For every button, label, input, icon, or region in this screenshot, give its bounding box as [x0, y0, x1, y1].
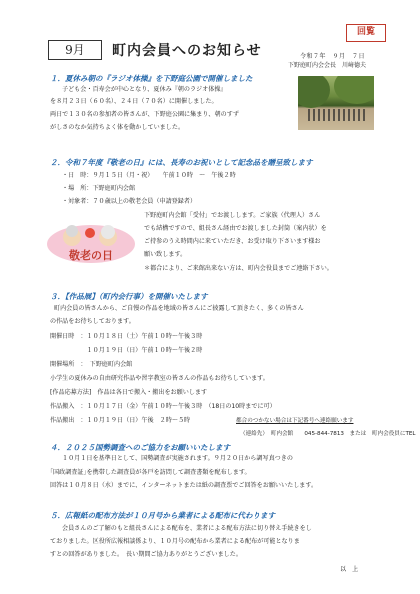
section-5-line: ておりました。区役所広報相談係より、１０月号の配布から業者による配布が可能となりま — [50, 538, 300, 545]
section-3-line: 小学生の夏休みの自由研究作品や習字教室の皆さんの作品もお待ちしています。 — [50, 375, 269, 382]
radio-exercise-photo — [298, 76, 374, 130]
section-3-line: １０月１９日（日）午前１０時～午後２時 — [50, 347, 203, 354]
page-title: 町内会員へのお知らせ — [112, 43, 262, 59]
section-1-heading: １．夏休み朝の『ラジオ体操』を下野庭公園で開催しました — [50, 74, 253, 83]
section-2-line: でも結構ですので、組長さん経由でお渡しました封筒（案内状）を — [144, 225, 327, 232]
section-5-line: 会員さんのご了解のもと組長さんによる配布を、業者による配布方法に切り替え手続きをし — [62, 525, 312, 532]
logo-text: 敬老の日 — [69, 249, 113, 262]
section-2-line: ・場 所：下野庭町内会館 — [62, 185, 136, 192]
section-3-line: 町内会員の皆さんから、ご自慢の作品を地域の皆さんにご披露して頂きたく、多くの皆さん — [54, 305, 304, 312]
section-1-line: がしさのなか気持ちよく体を動かしていました。 — [50, 124, 185, 131]
section-3-heading: ３．【作品展】（町内会行事）を開催いたします — [50, 292, 208, 301]
section-3-line: [作品応募方法] 作品は各日で搬入・搬出をお願いします — [50, 389, 208, 396]
section-3-line: の作品をお待ちしております。 — [50, 318, 135, 325]
section-4-heading: ４．２０２５国勢調査へのご協力をお願いいたします — [50, 443, 230, 452]
closing-text: 以 上 — [340, 566, 359, 573]
keirou-no-hi-logo — [46, 222, 136, 264]
section-3-line: 開催場所 ： 下野庭町内会館 — [50, 361, 133, 368]
section-2-line: ・対象者：７０歳以上の敬老会員（申請登録者） — [62, 198, 197, 205]
month-label: 9月 — [48, 40, 102, 60]
section-5-heading: ５．広報紙の配布方法が１０月号から業者による配布に代わります — [50, 511, 275, 520]
section-4-line: 回答は１０月８日（水）までに、インターネットまたは紙の調査票でご回答をお願いいたします。 — [50, 482, 318, 489]
section-1-line: 子ども会・百寿会が中心となり、夏休み『朝のラジオ体操』 — [62, 86, 227, 93]
section-2-line: 願い致します。 — [144, 251, 187, 258]
section-2-line: 下野庭町内会館「受付」でお渡しします。ご家族（代理人）さん — [144, 212, 321, 219]
sender-name: 下野庭町内会会長 川﨑德夫 — [288, 62, 367, 69]
section-3-line: 開催日時 ：１０月１８日（土）午前１０時～午後３時 — [50, 333, 203, 340]
section-1-line: 両日で１３０名の参加者の皆さんが、下野庭公園に集まり、朝のすず — [50, 111, 239, 118]
section-3-side-note: 都合のつかない場合は下記番号へ連絡願います — [236, 418, 354, 424]
section-2-line: ・日 時：９月１５日（月・祝） 午前１０時 ～ 午後２時 — [62, 172, 236, 179]
section-5-line: すとの回答がありました。 長い期間ご協力ありがとうございました。 — [50, 551, 242, 558]
section-1-line: を８月２３日（６０名）、２４日（７０名）に開催しました。 — [50, 98, 218, 105]
section-2-line: ご持参のうえ時間内に来ていただき、お受け取り下さいます様お — [144, 238, 321, 245]
section-4-line: １０月１日を基準日として、国勢調査が実施されます。９月２０日から調写真つきの — [62, 455, 293, 462]
section-4-line: ｢国政調査証｣を携帯した調査員が各戸を訪問して調査書類を配布します。 — [50, 469, 251, 476]
section-3-line: 作品搬入 ：１０月１７日（金）午前１０時～午後３時 （18日の10時までに可） — [50, 403, 276, 410]
kairan-stamp: 回覧 — [346, 24, 386, 42]
section-2-heading: ２．令和７年度『敬老の日』には、長寿のお祝いとして記念品を贈呈致します — [50, 158, 313, 167]
issue-date: 令和７年 ９月 ７日 — [300, 53, 366, 60]
section-2-line: ＊都合により、ご来館出来ない方は、町内会役員までご連絡下さい。 — [144, 265, 333, 272]
section-3-line: 作品搬出 ：１０月１９日（日）午後 ２時～５時 — [50, 417, 191, 424]
section-3-contact: （連絡先） 町内会館 045-844-7813 または 町内会役員にTEL — [240, 431, 416, 437]
